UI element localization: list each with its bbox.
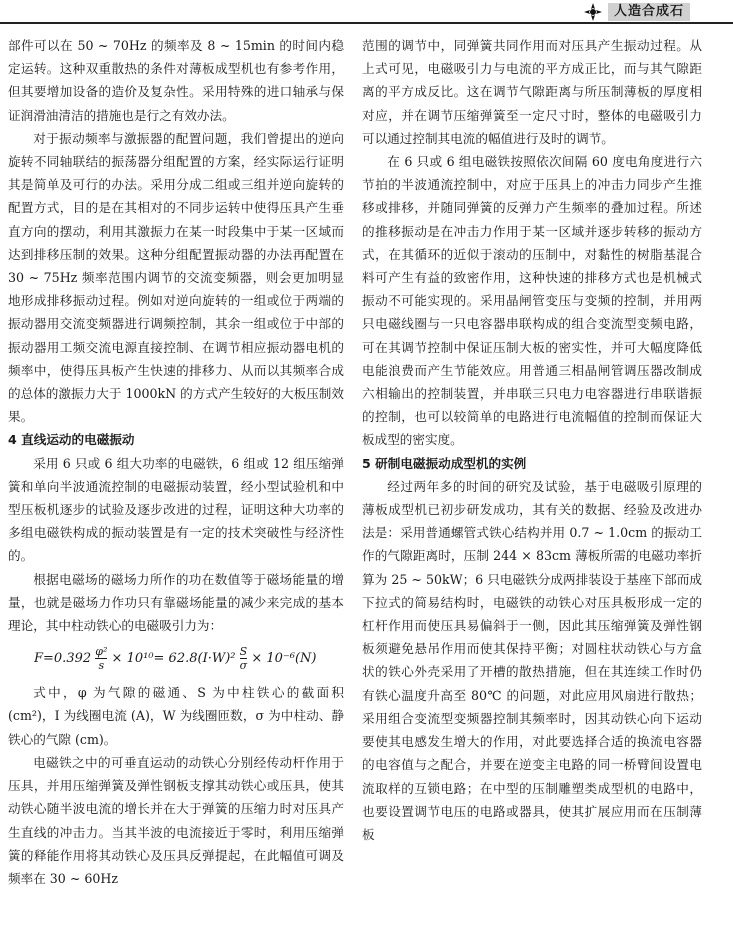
equation-tail: × 10⁻⁶(N)	[251, 651, 317, 667]
equation-lead: F=0.392	[34, 651, 92, 667]
paragraph: 电磁铁之中的可垂直运动的动铁心分别经传动杆作用于压具，并用压缩弹簧及弹性钢板支撑其动铁心或压具，使其动铁心随半波电流的增长并在大于弹簧的压缩力时对压具产生直线的冲击力。当其半波的电流接近于零时，利用压缩弹簧的释能作用将其动铁心及压具反弹提起，在此幅值可调及频率在 30 ~ 60Hz	[8, 754, 344, 886]
paragraph: 部件可以在 50 ~ 70Hz 的频率及 8 ~ 15min 的时间内稳定运转。这种双重散热的条件对薄板成型机也有参考作用，但其要增加设备的造价及复杂性。采用特殊的进口轴承与保证润滑油清洁的措施也是行之有效办法。	[8, 38, 344, 123]
paragraph: 根据电磁场的磁场力所作的功在数值等于磁场能量的增量，也就是磁场力作功只有靠磁场能量的减少来完成的基本理论，其中柱动铁心的电磁吸引力为：	[8, 571, 344, 634]
fraction-numerator: S	[239, 645, 248, 659]
section-heading: 4 直线运动的电磁振动	[8, 432, 135, 448]
page-header	[0, 0, 733, 26]
fraction-denominator: s	[98, 659, 105, 673]
paragraph: 在 6 只或 6 组电磁铁按照依次间隔 60 度电角度进行六节拍的半波通流控制中，对应于压具上的冲击力同步产生推移或排移，并随同弹簧的反弹力产生频率的叠加过程。所述的推移振动是在冲击力作用于某一区域并逐步转移的振动方式，在其循环的近似于滚动的压制中，对黏性的树脂基混合料可产生有益的致密作用，这种快速的排移方式也是机械式振动不可能实现的。采用晶闸管变压与变频的控制，并用两只电磁线圈与一只电容器串联构成的组合变流型变频电路，可在其调节控制中保证压制大板的密实性，并可大幅度降低电能浪费而产生节能效应。用普通三相晶闸管调压器改制成六相输出的控制装置，并串联三只电力电容器进行串联谐振的控制，也可以较简单的电路进行电流幅值的控制而保证大板成型的密实度。	[362, 154, 702, 448]
equation-fraction	[95, 645, 107, 672]
journal-section-title: 人造合成石	[608, 3, 690, 21]
equation-middle: × 10¹⁰= 62.8(I·W)²	[111, 651, 236, 667]
paragraph: 式中，φ 为气隙的磁通、S 为中柱铁心的截面积 (cm²)，I 为线圈电流 (A)，W 为线圈匝数，σ 为中柱动、静铁心的气隙 (cm)。	[8, 685, 344, 747]
brand-logo-icon	[584, 3, 602, 21]
header-divider	[0, 22, 733, 24]
fraction-numerator: φ²	[95, 645, 108, 659]
equation	[8, 637, 344, 681]
paragraph: 范围的调节中，同弹簧共同作用而对压具产生振动过程。从上式可见，电磁吸引力与电流的平方成正比，而与其气隙距离的平方成反比。这在调节气隙距离与所压制薄板的厚度相对应，并在调节压缩弹簧至一定尺寸时，整体的电磁吸引力可以通过控制其电流的幅值进行及时的调节。	[362, 38, 702, 146]
fraction-denominator: σ	[239, 659, 248, 673]
section-heading: 5 研制电磁振动成型机的实例	[362, 455, 527, 471]
left-column	[8, 34, 344, 890]
equation-fraction	[240, 645, 248, 672]
paragraph: 采用 6 只或 6 组大功率的电磁铁，6 组或 12 组压缩弹簧和单向半波通流控制的电磁振动装置，经小型试验机和中型压板机逐步的试验及逐步改进的过程，证明这种大功率的多组电磁铁构成的振动装置是有一定的技术突破性与经济性的。	[8, 455, 344, 564]
right-column	[362, 34, 702, 846]
paragraph: 经过两年多的时间的研究及试验，基于电磁吸引原理的薄板成型机已初步研发成功，其有关的数据、经验及改进办法是：采用普通螺管式铁心结构并用 0.7 ~ 1.0cm 的振动工作的气隙距离时，压制 244 × 83cm 薄板所需的电磁功率折算为 25 ~ 50kW；6 只电磁铁分成两排装设于基座下部而成下拉式的简易结构时，电磁铁的动铁心对压具板形成一定的杠杆作用而使压具易偏斜于一侧，因此其压缩弹簧及弹性钢板须避免悬吊作用而使其保持平衡；对圆柱状动铁心与方盒状的铁心外壳采用了开槽的散热措施，但在其连续工作时仍有铁心温度升高至 80℃ 的问题，对此应用风扇进行散热；采用组合变流型变频器控制其频率时，因其动铁心向下运动要使其电感发生增大的作用，对此要选择合适的换流电容器的电容值与之配合，并要在逆变主电路的同一桥臂间设置电流取样的互锁电路；在中型的压制雕塑类成型机的电路中，也要设置调节电压的电路或器具，使其扩展应用而在压制薄板	[362, 478, 702, 842]
paragraph: 对于振动频率与激振器的配置问题，我们曾提出的逆向旋转不同轴联结的振荡器分组配置的方案，经实际运行证明其是简单及可行的办法。采用分成二组或三组并逆向旋转的配置方式，目的是在其相对的不同步运转中使得压具产生垂直方向的摆动，利用其激振力在某一时段集中于某一区域而达到排移压制的效果。这种分组配置振动器的办法再配置在 30 ~ 75Hz 频率范围内调节的交流变频器，则会更加明显地形成排移振动过程。例如对逆向旋转的一组或位于两端的振动器用交流变频器进行调频控制，其余一组或位于中部的振动器用工频交流电源直接控制、在调节相应振动器电机的频率中，使得压具板产生快速的排移力、从而以其频率合成的总体的激振力大于 1000kN 的方式产生较好的大板压制效果。	[8, 130, 344, 425]
